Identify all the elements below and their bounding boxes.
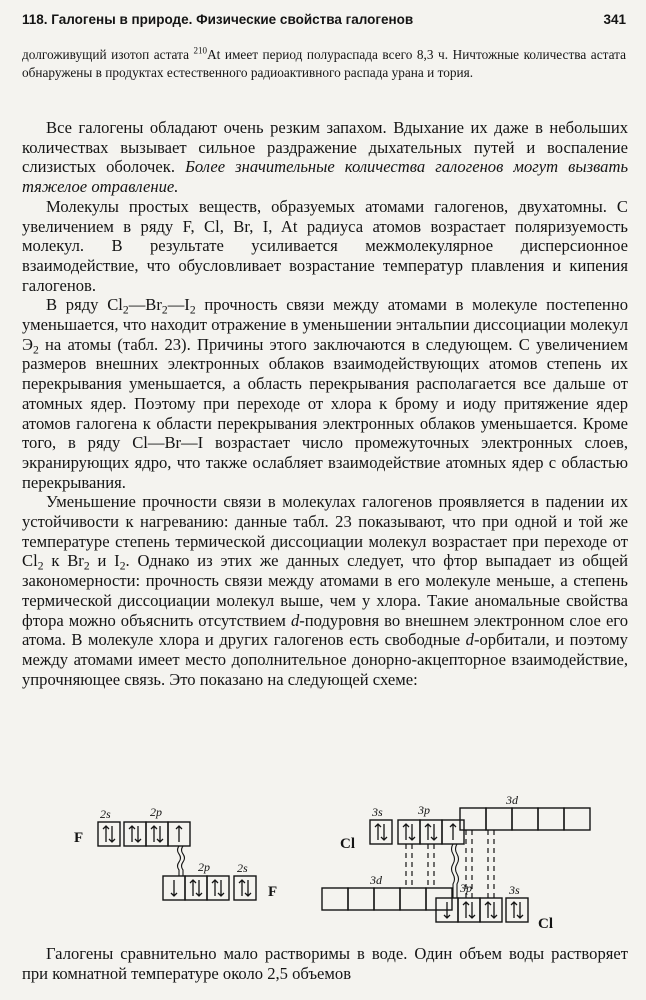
paragraph-bond-strength: В ряду $Cl_2—Br_2—I_2$ прочность связи между атомами в молекуле постепенно уменьшается, что находит отражение в уменьшении энтальпии диссоциации молекул $Э_2$ на атомы (табл. 23). Причины этого заключаются в следующем. С увеличением размеров внешних электронных облаков взаимодействующих атомов степень их перекрывания уменьшается, а область перекрывания располагается все дальше от атомных ядер. Поэтому при переходе от хлора к брому и иоду притяжение ядер атомов галогена к области перекрывания электронных облаков уменьшается. Кроме того, в ряду Cl—Br—I возрастает число промежуточных электронных слоев, экранирующих ядро, что также ослабляет взаимодействие атомных ядер с областью перекрывания. (22, 295, 628, 492)
orbital-diagram (20, 792, 626, 942)
label-2s-bottom: 2s (237, 861, 248, 875)
orbital-diagram-svg (20, 792, 626, 942)
paragraph-stability: Уменьшение прочности связи в молекулах галогенов проявляется в падении их устойчивости к нагреванию: данные табл. 23 показывают, что при одной и той же температуре степень термической диссоциации молекул возрастает при переходе от $Cl_2$ к $Br_2$ и $I_2$. Однако из этих же данных следует, что фтор выпадает из общей закономерности: прочность связи между атомами в его молекуле меньше, а степень термической диссоциации молекул выше, чем у хлора. Такие аномальные свойства фтора можно объяснить отсутствием d-подуровня во внешнем электронном слое его атома. В молекуле хлора и других галогенов есть свободные d-орбитали, и поэтому между атомами имеет место дополнительное донорно-акцепторное взаимодействие, упрочняющее связь. Это показано на следующей схеме: (22, 492, 629, 689)
small-print-paragraph: долгоживущий изотоп астата $^{210}$At имеет период полураспада всего 8,3 ч. Ничтожные количества астата обнаружены в продуктах естественного радиоактивного распада урана и тория. (22, 45, 626, 80)
isotope-mass: 210 (193, 45, 208, 56)
paragraph-molecules: Молекулы простых веществ, образуемых атомами галогенов, двухатомны. С увеличением в ряду F, Cl, Br, I, At радиуса атомов возрастает поляризуемость молекул. В результате усиливается межмолекулярное дисперсионное взаимодействие, что обусловливает возрастание температур плавления и кипения галогенов. (22, 196, 628, 295)
label-3d-bottom: 3d (370, 873, 382, 887)
page-header (22, 8, 626, 32)
italic-warning: Более значительные количества галогенов могут вызвать тяжелое отравление. (22, 157, 628, 197)
label-3s-top: 3s (372, 805, 383, 819)
paragraph-odor: Все галогены обладают очень резким запахом. Вдыхание их даже в небольших количествах вызывает сильное раздражение дыхательных путей и воспаление слизистых оболочек. Более значительные количества галогенов могут вызвать тяжелое отравление. (22, 118, 628, 197)
label-2p-top: 2p (150, 805, 162, 819)
section-title: 118. Галогены в природе. Физические свойства галогенов (22, 12, 414, 27)
fluorine-symbol-top: F (74, 830, 84, 846)
fluorine-symbol-bottom: F (268, 884, 278, 900)
page-number: 341 (603, 12, 626, 27)
closing-text (22, 944, 628, 983)
label-3s-bottom: 3s (509, 883, 520, 897)
label-2s-top: 2s (100, 807, 111, 821)
main-text (22, 118, 628, 689)
chlorine-symbol-bottom: Cl (538, 916, 553, 932)
chlorine-symbol-top: Cl (340, 836, 355, 852)
label-3d-top: 3d (506, 793, 518, 807)
label-3p-top: 3p (418, 803, 430, 817)
paragraph-solubility: Галогены сравнительно мало растворимы в воде. Один объем воды растворяет при комнатной температуре около 2,5 объемов (22, 944, 628, 983)
label-3p-bottom: 3p (460, 881, 472, 895)
label-2p-bottom: 2p (198, 860, 210, 874)
